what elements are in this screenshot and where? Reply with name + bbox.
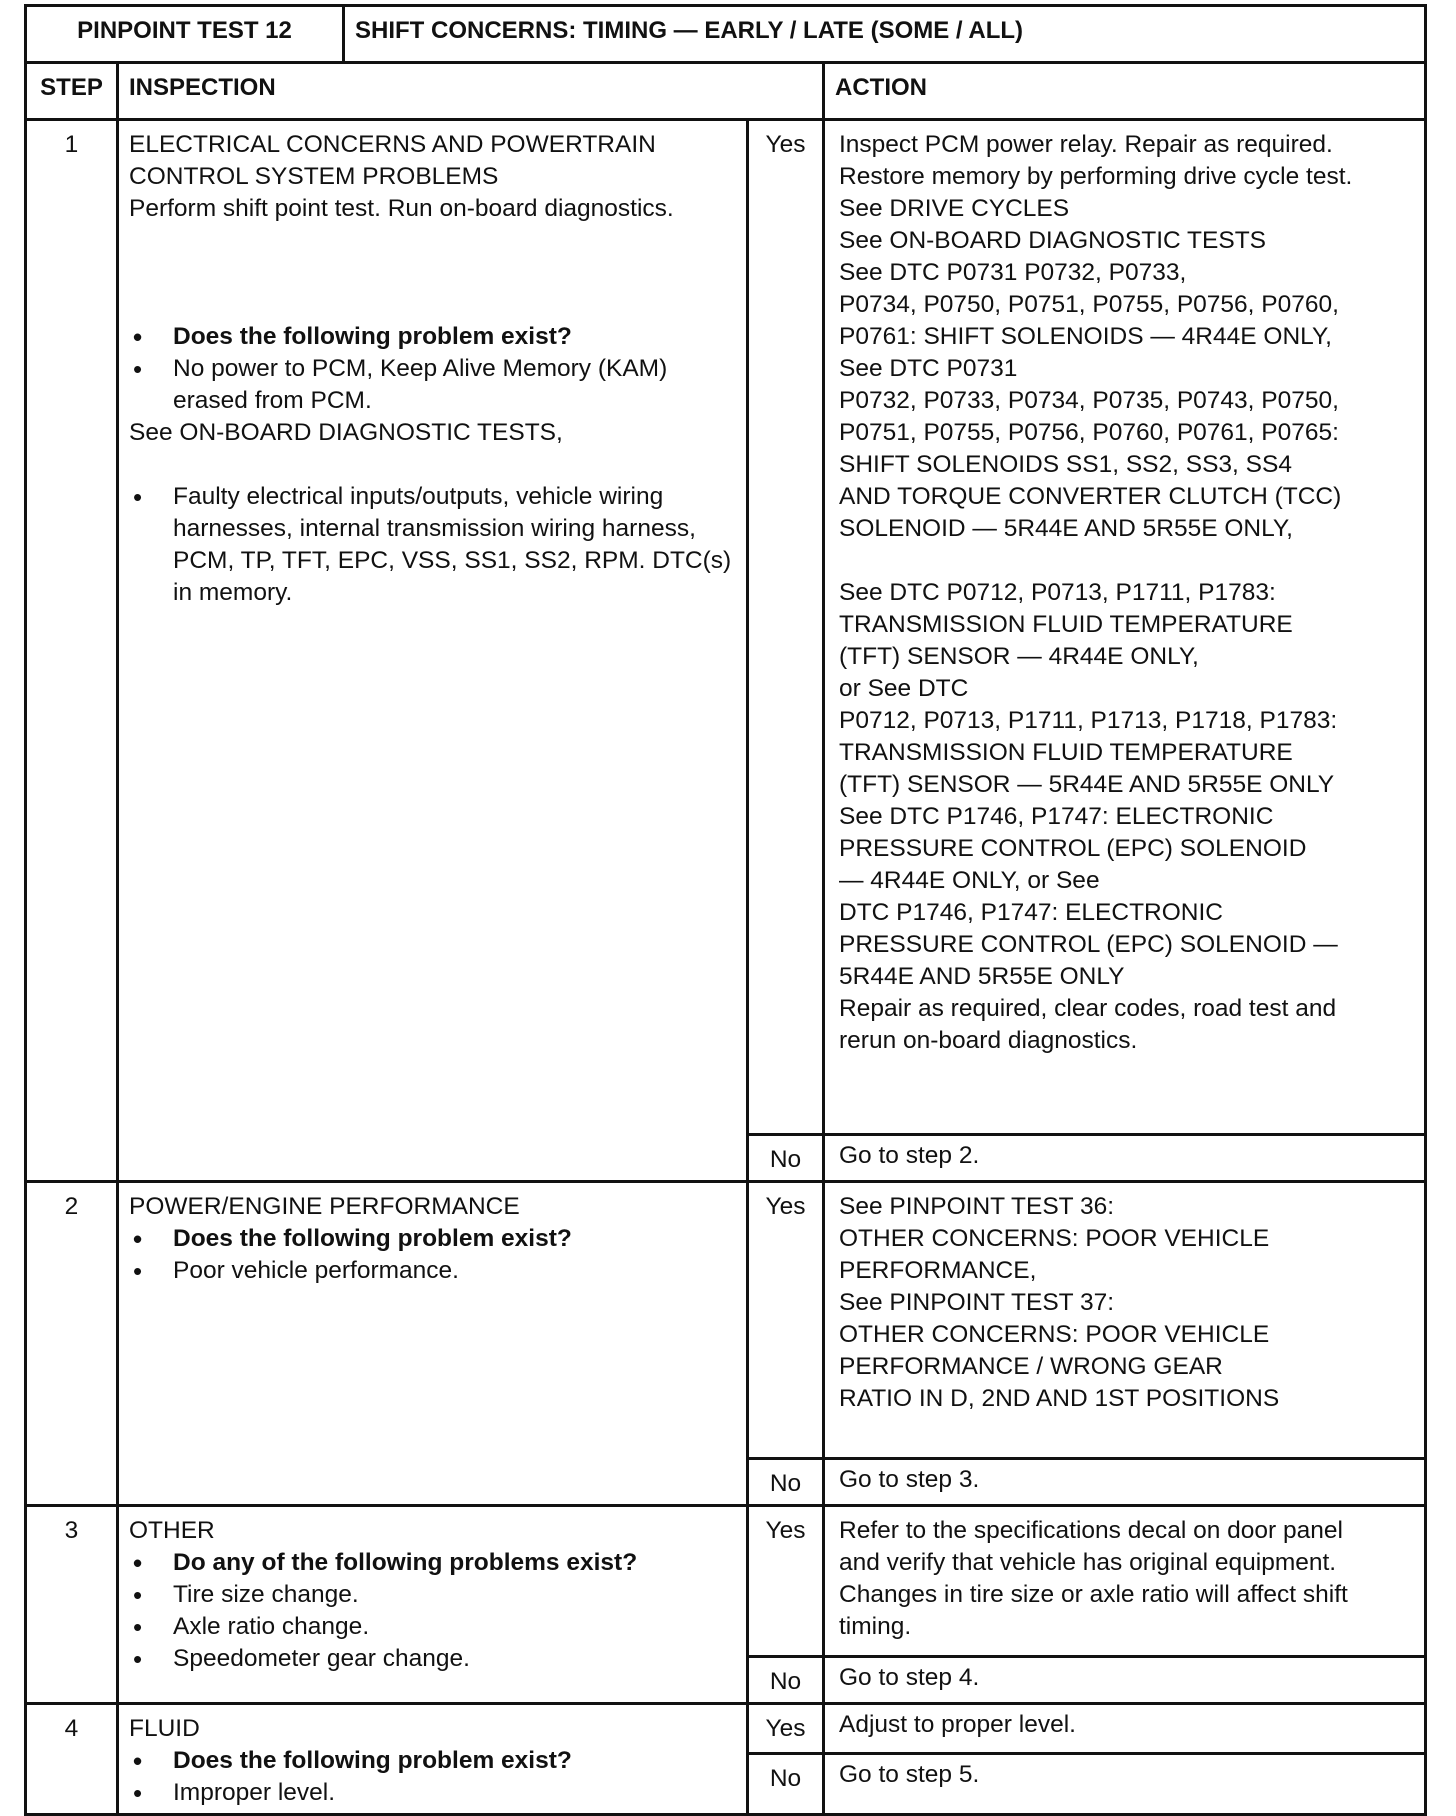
- see-reference: See ON-BOARD DIAGNOSTIC TESTS,: [129, 419, 563, 446]
- action-line: (TFT) SENSOR — 4R44E ONLY,: [839, 643, 1199, 670]
- step-instruction: Perform shift point test. Run on-board diagnostics.: [129, 195, 674, 222]
- question-item: • Does the following problem exist?: [173, 1745, 736, 1777]
- action-lines: [839, 129, 1414, 545]
- action-line: (TFT) SENSOR — 5R44E AND 5R55E ONLY: [839, 771, 1335, 798]
- list-item: • Faulty electrical inputs/outputs, vehicle wiring harnesses, internal transmission wiring harness, PCM, TP, TFT, EPC, VSS, SS1, SS2, RPM. DTC(s) in memory.: [173, 481, 736, 609]
- question-item: • Does the following problem exist?: [173, 1223, 736, 1255]
- action-line: — 4R44E ONLY, or See: [839, 867, 1100, 894]
- action-line: PRESSURE CONTROL (EPC) SOLENOID —: [839, 931, 1338, 958]
- action-line: OTHER CONCERNS: POOR VEHICLE: [839, 1321, 1270, 1348]
- no-action: Go to step 3.: [824, 1459, 1426, 1506]
- action-line: See DTC P0731 P0732, P0733,: [839, 259, 1187, 286]
- yes-label: Yes: [748, 120, 824, 1135]
- list-item: • Axle ratio change.: [173, 1611, 736, 1643]
- step-4-yes-row: [26, 1704, 1426, 1754]
- action-line: Repair as required, clear codes, road test and: [839, 995, 1337, 1022]
- action-line: P0751, P0755, P0756, P0760, P0761, P0765:: [839, 419, 1339, 446]
- no-label: No: [748, 1135, 824, 1182]
- action-line: SHIFT SOLENOIDS SS1, SS2, SS3, SS4: [839, 451, 1292, 478]
- step-1-inspection: [118, 120, 748, 1182]
- step-number: 1: [26, 120, 118, 1182]
- yes-label: Yes: [748, 1506, 824, 1657]
- step-number: 4: [26, 1704, 118, 1815]
- step-2-yes-row: [26, 1182, 1426, 1459]
- question-item: • Do any of the following problems exist?: [173, 1547, 736, 1579]
- action-line: P0761: SHIFT SOLENOIDS — 4R44E ONLY,: [839, 323, 1332, 350]
- bullet-list: [129, 321, 736, 417]
- action-line: or See DTC: [839, 675, 969, 702]
- yes-label: Yes: [748, 1182, 824, 1459]
- action-line: P0712, P0713, P1711, P1713, P1718, P1783:: [839, 707, 1338, 734]
- yes-action: Adjust to proper level.: [824, 1704, 1426, 1754]
- no-action: Go to step 2.: [824, 1135, 1426, 1182]
- step-3-yes-action: [824, 1506, 1426, 1657]
- action-line: TRANSMISSION FLUID TEMPERATURE: [839, 739, 1293, 766]
- list-item: • Improper level.: [173, 1777, 736, 1809]
- pinpoint-test-table: [24, 4, 1424, 1816]
- action-line: rerun on-board diagnostics.: [839, 1027, 1138, 1054]
- no-label: No: [748, 1459, 824, 1506]
- action-line: Changes in tire size or axle ratio will affect shift: [839, 1581, 1348, 1608]
- action-line: P0732, P0733, P0734, P0735, P0743, P0750,: [839, 387, 1339, 414]
- action-line: OTHER CONCERNS: POOR VEHICLE: [839, 1225, 1270, 1252]
- action-line: P0734, P0750, P0751, P0755, P0756, P0760,: [839, 291, 1339, 318]
- action-line: Refer to the specifications decal on door panel: [839, 1517, 1343, 1544]
- bullet-list: [129, 1745, 736, 1809]
- action-line: Restore memory by performing drive cycle test.: [839, 163, 1353, 190]
- no-label: No: [748, 1657, 824, 1704]
- no-action: Go to step 5.: [824, 1754, 1426, 1815]
- yes-label: Yes: [748, 1704, 824, 1754]
- action-line: AND TORQUE CONVERTER CLUTCH (TCC): [839, 483, 1342, 510]
- action-line: See DTC P0712, P0713, P1711, P1783:: [839, 579, 1276, 606]
- question-item: • Does the following problem exist?: [173, 321, 736, 353]
- action-line: See DTC P1746, P1747: ELECTRONIC: [839, 803, 1274, 830]
- step-3-inspection: [118, 1506, 748, 1704]
- action-lines: [839, 577, 1414, 1057]
- step-1-yes-action: [824, 120, 1426, 1135]
- list-item: • Speedometer gear change.: [173, 1643, 736, 1675]
- step-number: 3: [26, 1506, 118, 1704]
- bullet-list: [129, 1223, 736, 1287]
- action-line: TRANSMISSION FLUID TEMPERATURE: [839, 611, 1293, 638]
- step-3-yes-row: [26, 1506, 1426, 1657]
- step-heading: FLUID: [129, 1715, 200, 1742]
- action-line: DTC P1746, P1747: ELECTRONIC: [839, 899, 1223, 926]
- step-1-yes-row: [26, 120, 1426, 1135]
- action-line: and verify that vehicle has original equipment.: [839, 1549, 1337, 1576]
- action-line: SOLENOID — 5R44E AND 5R55E ONLY,: [839, 515, 1293, 542]
- no-label: No: [748, 1754, 824, 1815]
- steps-table: [24, 61, 1427, 1816]
- step-2-inspection: [118, 1182, 748, 1506]
- header-table: [24, 4, 1427, 64]
- action-line: RATIO IN D, 2ND AND 1ST POSITIONS: [839, 1385, 1280, 1412]
- action-line: PERFORMANCE / WRONG GEAR: [839, 1353, 1223, 1380]
- action-line: Inspect PCM power relay. Repair as required.: [839, 131, 1333, 158]
- action-lines: [839, 1191, 1414, 1415]
- bullet-list: [129, 481, 736, 609]
- action-lines: [839, 1515, 1414, 1643]
- action-line: See ON-BOARD DIAGNOSTIC TESTS: [839, 227, 1267, 254]
- list-item: • Tire size change.: [173, 1579, 736, 1611]
- action-line: See PINPOINT TEST 36:: [839, 1193, 1115, 1220]
- col-inspection: INSPECTION: [118, 63, 824, 120]
- col-step: STEP: [26, 63, 118, 120]
- bullet-list: [129, 1547, 736, 1675]
- no-action: Go to step 4.: [824, 1657, 1426, 1704]
- step-4-inspection: [118, 1704, 748, 1815]
- test-id: PINPOINT TEST 12: [26, 6, 344, 63]
- list-item: • Poor vehicle performance.: [173, 1255, 736, 1287]
- test-title: SHIFT CONCERNS: TIMING — EARLY / LATE (SOME / ALL): [344, 6, 1426, 63]
- step-number: 2: [26, 1182, 118, 1506]
- col-action: ACTION: [824, 63, 1426, 120]
- step-2-yes-action: [824, 1182, 1426, 1459]
- step-heading: ELECTRICAL CONCERNS AND POWERTRAIN: [129, 131, 656, 158]
- action-line: See PINPOINT TEST 37:: [839, 1289, 1115, 1316]
- list-item: • No power to PCM, Keep Alive Memory (KAM) erased from PCM.: [173, 353, 736, 417]
- step-heading: CONTROL SYSTEM PROBLEMS: [129, 163, 499, 190]
- action-line: 5R44E AND 5R55E ONLY: [839, 963, 1125, 990]
- step-heading: OTHER: [129, 1517, 215, 1544]
- step-heading: POWER/ENGINE PERFORMANCE: [129, 1193, 520, 1220]
- action-line: PRESSURE CONTROL (EPC) SOLENOID: [839, 835, 1307, 862]
- action-line: See DTC P0731: [839, 355, 1018, 382]
- action-line: timing.: [839, 1613, 912, 1640]
- action-line: See DRIVE CYCLES: [839, 195, 1070, 222]
- action-line: PERFORMANCE,: [839, 1257, 1037, 1284]
